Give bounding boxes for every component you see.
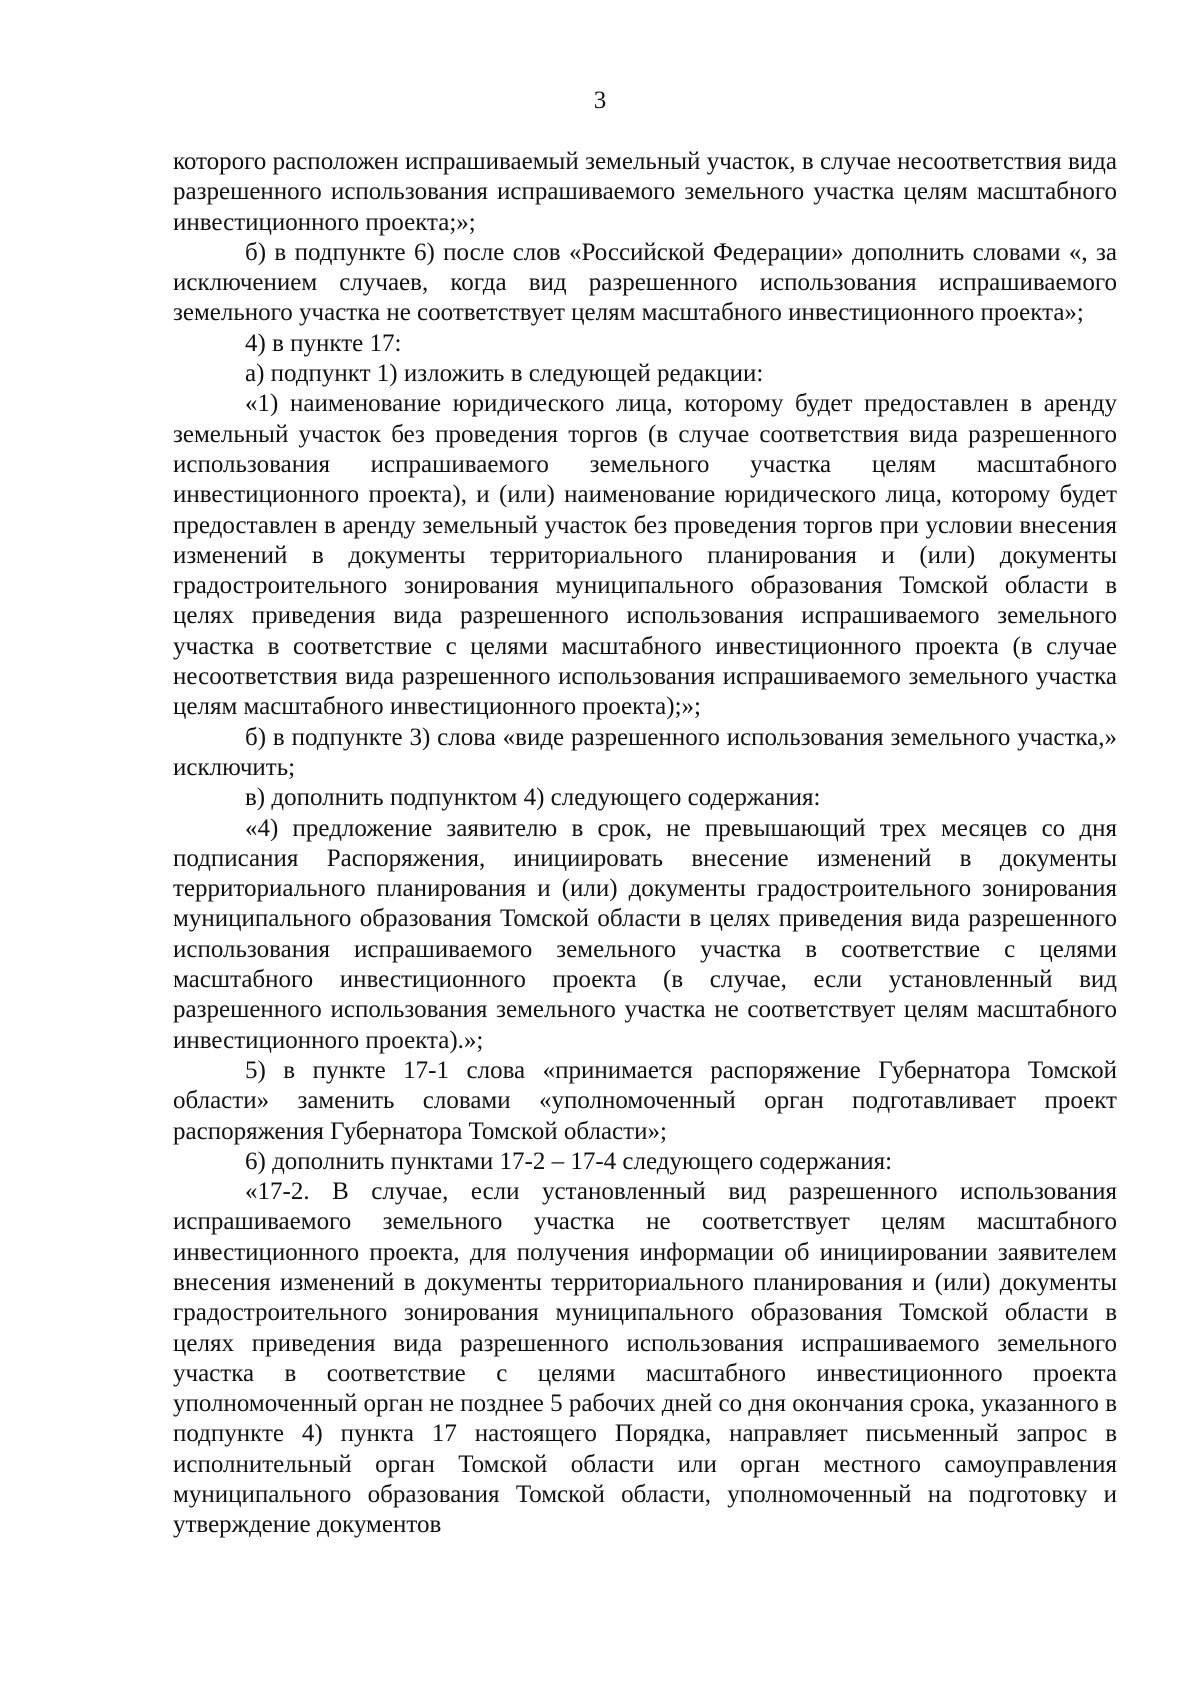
paragraph-subpoint-b-6: б) в подпункте 6) после слов «Российской Федерации» дополнить словами «, за исключением случаев, когда вид разрешенного использования испрашиваемого земельного участка не соответствует целям масштабного инвестиционного проекта»; <box>173 238 1117 327</box>
paragraph-continuation: которого расположен испрашиваемый земельный участок, в случае несоответствия вида разрешенного использования испрашиваемого земельного участка целям масштабного инвестиционного проекта;»; <box>173 148 1117 236</box>
paragraph-quoted-4: «4) предложение заявителю в срок, не превышающий трех месяцев со дня подписания Распоряжения, инициировать внесение изменений в документы территориального планирования и (или) документы градостроительного зонирования муниципального образования Томской области в целях приведения вида разрешенного использования испрашиваемого земельного участка в соответствие с целями масштабного инвестиционного проекта (в случае, если установленный вид разрешенного использования земельного участка не соответствует целям масштабного инвестиционного проекта).»; <box>173 814 1117 1054</box>
paragraph-point-6: 6) дополнить пунктами 17-2 – 17-4 следующего содержания: <box>245 1147 893 1175</box>
document-body <box>173 147 1117 1541</box>
paragraph-subpoint-v: в) дополнить подпунктом 4) следующего содержания: <box>245 784 821 812</box>
paragraph-quoted-1: «1) наименование юридического лица, которому будет предоставлен в аренду земельный участок без проведения торгов (в случае соответствия вида разрешенного использования испрашиваемого земельного участка целям масштабного инвестиционного проекта), и (или) наименование юридического лица, которому будет предоставлен в аренду земельный участок без проведения торгов при условии внесения изменений в документы территориального планирования и (или) документы градостроительного зонирования муниципального образования Томской области в целях приведения вида разрешенного использования испрашиваемого земельного участка в соответствие с целями масштабного инвестиционного проекта (в случае несоответствия вида разрешенного использования испрашиваемого земельного участка целям масштабного инвестиционного проекта);»; <box>173 390 1117 721</box>
paragraph-point-4: 4) в пункте 17: <box>245 329 402 357</box>
paragraph-subpoint-b-3: б) в подпункте 3) слова «виде разрешенного использования земельного участка,» исключить; <box>173 723 1117 781</box>
paragraph-quoted-17-2: «17-2. В случае, если установленный вид разрешенного использования испрашиваемого земельного участка не соответствует целям масштабного инвестиционного проекта, для получения информации об инициировании заявителем внесения изменений в документы территориального планирования и (или) документы градостроительного зонирования муниципального образования Томской области в целях приведения вида разрешенного использования испрашиваемого земельного участка в соответствие с целями масштабного инвестиционного проекта уполномоченный орган не позднее 5 рабочих дней со дня окончания срока, указанного в подпункте 4) пункта 17 настоящего Порядка, направляет письменный запрос в исполнительный орган Томской области или орган местного самоуправления муниципального образования Томской области, уполномоченный на подготовку и утверждение документов <box>173 1178 1117 1539</box>
paragraph-subpoint-a: а) подпункт 1) изложить в следующей редакции: <box>245 360 764 388</box>
page-number: 3 <box>593 87 607 114</box>
paragraph-point-5: 5) в пункте 17-1 слова «принимается распоряжение Губернатора Томской области» заменить словами «уполномоченный орган подготавливает проект распоряжения Губернатора Томской области»; <box>173 1056 1117 1145</box>
